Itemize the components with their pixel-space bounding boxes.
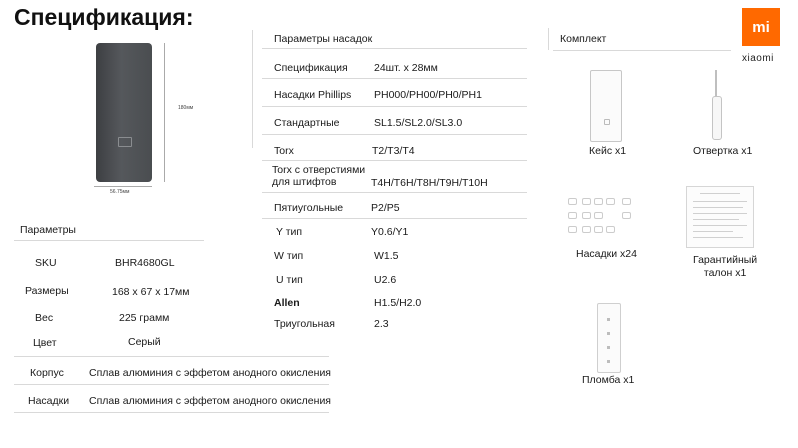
param-label-color: Цвет	[33, 337, 57, 349]
height-dimension-line	[164, 43, 165, 182]
brand-name: xiaomi	[742, 53, 774, 64]
seal-mark	[607, 318, 610, 321]
kit-item-case: Кейс x1	[589, 145, 627, 157]
divider	[548, 28, 549, 50]
param-value-size: 168 x 67 x 17мм	[112, 286, 190, 298]
bit-label-triangle: Триугольная	[274, 318, 335, 330]
param-label-bits: Насадки	[28, 395, 70, 407]
seal-mark	[607, 360, 610, 363]
text-line	[693, 213, 747, 214]
screwdriver-case-image	[96, 43, 152, 182]
bit-value-triangle: 2.3	[374, 318, 389, 330]
width-dimension-label: 56.75мм	[110, 189, 130, 195]
bit-value-u: U2.6	[374, 274, 397, 286]
param-value-sku: BHR4680GL	[115, 257, 175, 269]
bit-icon	[622, 198, 631, 205]
bit-icon	[582, 198, 591, 205]
page-title: Спецификация:	[14, 4, 194, 30]
bit-value-pentalobe: P2/P5	[371, 202, 400, 214]
bits-heading: Параметры насадок	[274, 33, 373, 45]
divider	[252, 30, 253, 148]
bit-value-torx-pin: T4H/T6H/T8H/T9H/T10H	[371, 177, 488, 189]
seal-image	[597, 303, 621, 373]
height-dimension-label: 180мм	[178, 105, 194, 111]
bit-icon	[568, 198, 577, 205]
divider	[262, 106, 527, 107]
bit-icon	[606, 226, 615, 233]
text-line	[693, 201, 747, 202]
param-value-body: Сплав алюминия с эффетом анодного окисления	[89, 367, 331, 379]
bit-label-phillips: Насадки Phillips	[274, 89, 352, 101]
divider	[262, 134, 527, 135]
text-line	[693, 219, 739, 220]
divider	[14, 240, 204, 241]
bit-icon	[606, 198, 615, 205]
text-line	[693, 231, 733, 232]
divider	[14, 412, 329, 413]
text-line	[693, 225, 747, 226]
warranty-card-image	[686, 186, 754, 248]
bit-icon	[594, 226, 603, 233]
bit-value-w: W1.5	[374, 250, 399, 262]
bit-icon	[582, 212, 591, 219]
bit-label-y: Y тип	[276, 226, 303, 238]
text-line	[693, 237, 743, 238]
param-value-color: Серый	[128, 336, 161, 348]
logo-text: mi	[752, 18, 770, 36]
param-value-weight: 225 грамм	[119, 312, 170, 324]
bit-value-phillips: PH000/PH00/PH0/PH1	[374, 89, 482, 101]
divider	[14, 356, 329, 357]
seal-mark	[607, 332, 610, 335]
divider	[262, 78, 527, 79]
kit-heading: Комплект	[560, 33, 607, 45]
text-line	[700, 193, 740, 194]
param-label-size: Размеры	[25, 285, 69, 297]
divider	[553, 50, 731, 51]
bit-label-u: U тип	[276, 274, 303, 286]
bit-icon	[568, 212, 577, 219]
bit-label-pentalobe: Пятиугольные	[274, 202, 344, 214]
bit-icon	[622, 212, 631, 219]
param-label-body: Корпус	[30, 367, 64, 379]
divider	[262, 48, 527, 49]
bit-icon	[568, 226, 577, 233]
bit-value-slotted: SL1.5/SL2.0/SL3.0	[374, 117, 463, 129]
kit-item-seal: Пломба x1	[582, 374, 635, 386]
case-image	[590, 70, 622, 142]
kit-item-warranty: Гарантийный талон x1	[693, 254, 758, 279]
kit-item-bits: Насадки x24	[576, 248, 637, 260]
bit-icon	[594, 198, 603, 205]
bit-value-allen: H1.5/H2.0	[374, 297, 422, 309]
divider	[262, 160, 527, 161]
bit-value-y: Y0.6/Y1	[371, 226, 409, 238]
bit-label-spec: Спецификация	[274, 62, 348, 74]
case-emblem-icon	[604, 119, 610, 125]
bits-image	[566, 196, 640, 238]
screwdriver-handle	[712, 96, 722, 140]
divider	[14, 384, 329, 385]
bit-value-spec: 24шт. х 28мм	[374, 62, 438, 74]
bit-label-slotted: Стандартные	[274, 117, 340, 129]
bit-icon	[582, 226, 591, 233]
mi-emblem-icon	[118, 137, 132, 147]
divider	[262, 192, 527, 193]
bit-value-torx: T2/T3/T4	[372, 145, 415, 157]
text-line	[693, 207, 743, 208]
xiaomi-logo	[742, 8, 780, 46]
divider	[262, 218, 527, 219]
screwdriver-shaft	[715, 70, 717, 96]
seal-mark	[607, 346, 610, 349]
kit-item-screwdriver: Отвертка x1	[693, 145, 753, 157]
bit-label-torx-pin: Torx с отверстиями для штифтов	[272, 164, 366, 188]
bit-label-allen: Allen	[274, 297, 300, 309]
width-dimension-line	[94, 186, 152, 187]
params-heading: Параметры	[20, 224, 76, 236]
bit-icon	[594, 212, 603, 219]
bit-label-torx: Torx	[274, 145, 294, 157]
param-label-weight: Вес	[35, 312, 54, 324]
bit-label-w: W тип	[274, 250, 304, 262]
param-label-sku: SKU	[35, 257, 57, 269]
param-value-bits: Сплав алюминия с эффетом анодного окисления	[89, 395, 331, 407]
screwdriver-image	[711, 70, 721, 138]
